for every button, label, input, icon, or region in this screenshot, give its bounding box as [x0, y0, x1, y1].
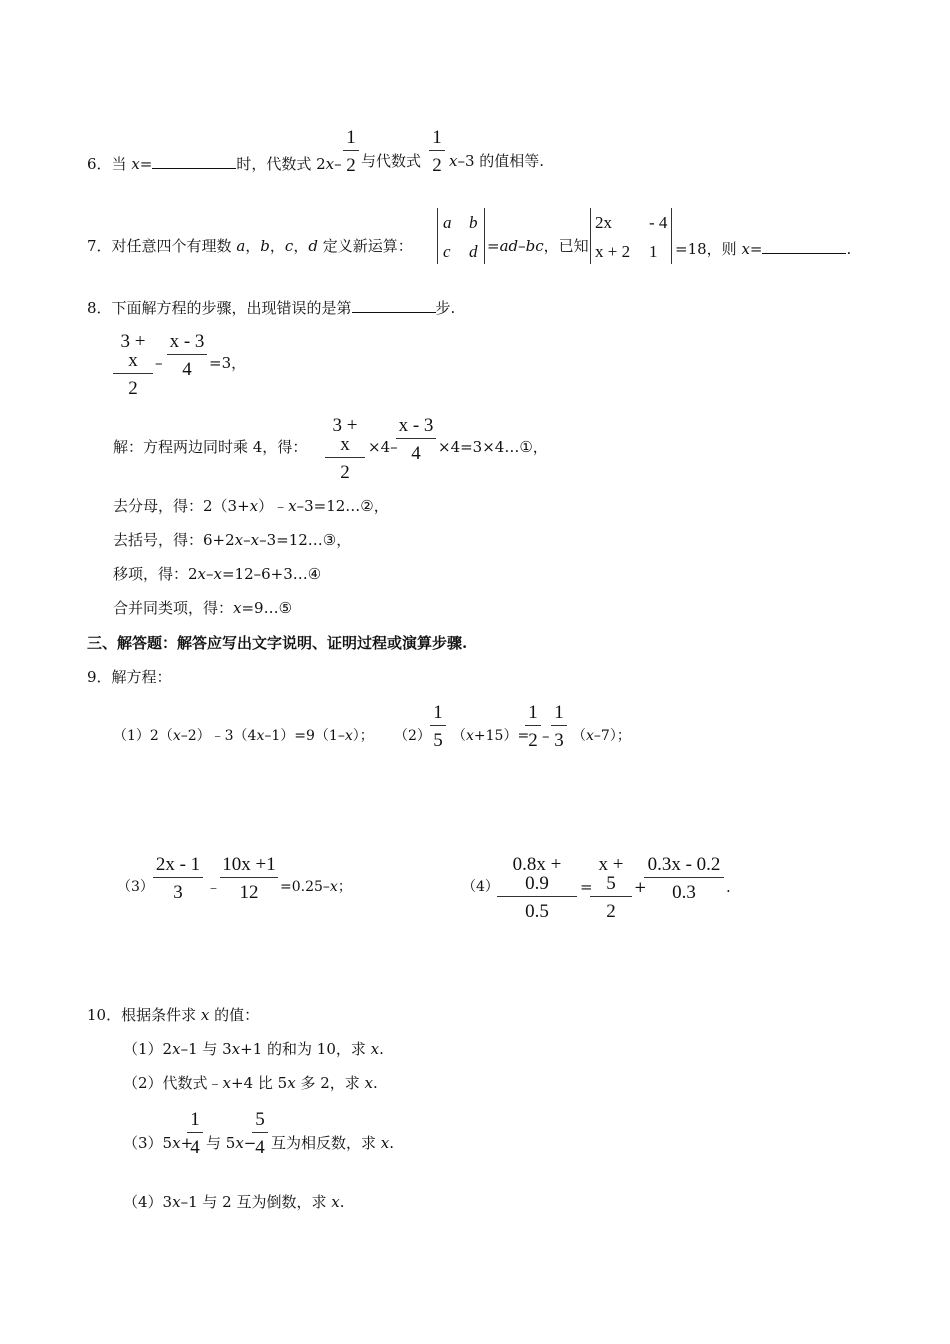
q8-step4: 移项，得：2x–x=12–6+3…④	[113, 565, 322, 583]
q9-eq4-fraction-3: $\frac{0.3x - 0.2}{0.3}$	[644, 855, 724, 902]
q9-eq2-fraction-1: $\frac{1}{5}$	[430, 703, 446, 750]
q7-determinant-definition: a b c d	[437, 208, 485, 264]
q8-eq-minus: –	[155, 354, 163, 372]
q10-c3-fraction-2: $\frac{5}{4}$	[252, 1110, 268, 1157]
q8-eq-tail: =3，	[209, 354, 247, 372]
q8-eq-fraction-2: $\frac{x - 3}{4}$	[167, 332, 207, 379]
q7-line-mid: =ad–bc，已知	[487, 237, 589, 255]
q9-eq2-tail: （x–7）；	[572, 728, 631, 744]
q6-fraction-a: $\frac{1}{2}$	[343, 128, 359, 175]
q7-answer-blank[interactable]	[762, 239, 846, 254]
q10-condition-4: （4）3x–1 与 2 互为倒数，求 x.	[123, 1193, 345, 1211]
q10-c3-fraction-1: $\frac{1}{4}$	[187, 1110, 203, 1157]
q10-condition-3-mid: 与 5x−	[206, 1134, 257, 1152]
q8-step1-mid: ×4–	[368, 438, 398, 456]
q8-step2: 去分母，得：2（3+x）﹣x–3=12…②，	[113, 497, 389, 515]
q9-eq4-fraction-1: $\frac{0.8x + 0.9}{0.5}$	[497, 855, 577, 921]
q9-eq2-fraction-2: $\frac{1}{2}$	[525, 703, 541, 750]
q6-line: 6．当 x= 时，代数式 2x–	[87, 155, 342, 173]
q6-answer-blank[interactable]	[152, 154, 236, 169]
q6-fraction-b: $\frac{1}{2}$	[429, 128, 445, 175]
q9-eq2-minus: –	[542, 727, 550, 745]
q10-condition-2: （2）代数式﹣x+4 比 5x 多 2，求 x.	[123, 1074, 378, 1092]
q8-step5: 合并同类项，得：x=9…⑤	[113, 599, 293, 617]
q8-step1-tail: ×4=3×4…①，	[438, 438, 548, 456]
q9-eq3-fraction-2: $\frac{10x +1}{12}$	[220, 855, 278, 902]
q9-eq3-minus: ﹣	[206, 878, 222, 896]
q9-eq3-label: （3）	[117, 879, 154, 895]
q9-eq4-label: （4）	[462, 879, 499, 895]
q10-title: 10．根据条件求 x 的值：	[87, 1006, 260, 1024]
q8-step1-prefix: 解：方程两边同时乘 4，得：	[113, 438, 308, 456]
q8-answer-blank[interactable]	[352, 298, 436, 313]
q9-eq2-mid: （x+15）=	[452, 728, 530, 744]
q6-line-end: x–3 的值相等.	[449, 152, 545, 170]
q9-eq4-plus: +	[634, 878, 647, 896]
q9-eq4-end: .	[726, 878, 731, 896]
q9-eq3-tail: =0.25–x；	[280, 879, 352, 895]
q8-line: 8．下面解方程的步骤，出现错误的是第 步.	[87, 299, 456, 317]
q10-condition-1: （1）2x–1 与 3x+1 的和为 10，求 x.	[123, 1040, 384, 1058]
q10-condition-3-start: （3）5x+	[123, 1134, 194, 1152]
q7-line-end: =18，则 x= .	[675, 240, 852, 258]
q9-title: 9．解方程：	[87, 668, 172, 686]
q9-eq4-fraction-2: $\frac{x + 5}{2}$	[590, 855, 632, 921]
q7-determinant-given: 2x - 4 x + 2 1	[590, 208, 672, 264]
q9-eq3-fraction-1: $\frac{2x - 1}{3}$	[153, 855, 203, 902]
q9-eq2-label: （2）	[394, 728, 431, 744]
q8-step3: 去括号，得：6+2x–x–3=12…③，	[113, 531, 352, 549]
q7-line: 7．对任意四个有理数 a，b，c，d 定义新运算：	[87, 237, 413, 255]
q8-step1-fraction-2: $\frac{x - 3}{4}$	[396, 416, 436, 463]
q9-eq4-equals: =	[580, 878, 593, 896]
q9-eq2-fraction-3: $\frac{1}{3}$	[551, 703, 567, 750]
q8-eq-fraction-1: $\frac{3 + x}{2}$	[113, 332, 153, 398]
section-3-heading: 三、解答题：解答应写出文字说明、证明过程或演算步骤.	[87, 634, 468, 652]
q6-line-mid: 与代数式	[361, 152, 422, 170]
q10-condition-3-end: 互为相反数，求 x.	[271, 1134, 395, 1152]
q9-eq1: （1）2（x–2）﹣3（4x–1）=9（1–x）；	[113, 728, 374, 744]
q8-step1-fraction-1: $\frac{3 + x}{2}$	[325, 416, 365, 482]
